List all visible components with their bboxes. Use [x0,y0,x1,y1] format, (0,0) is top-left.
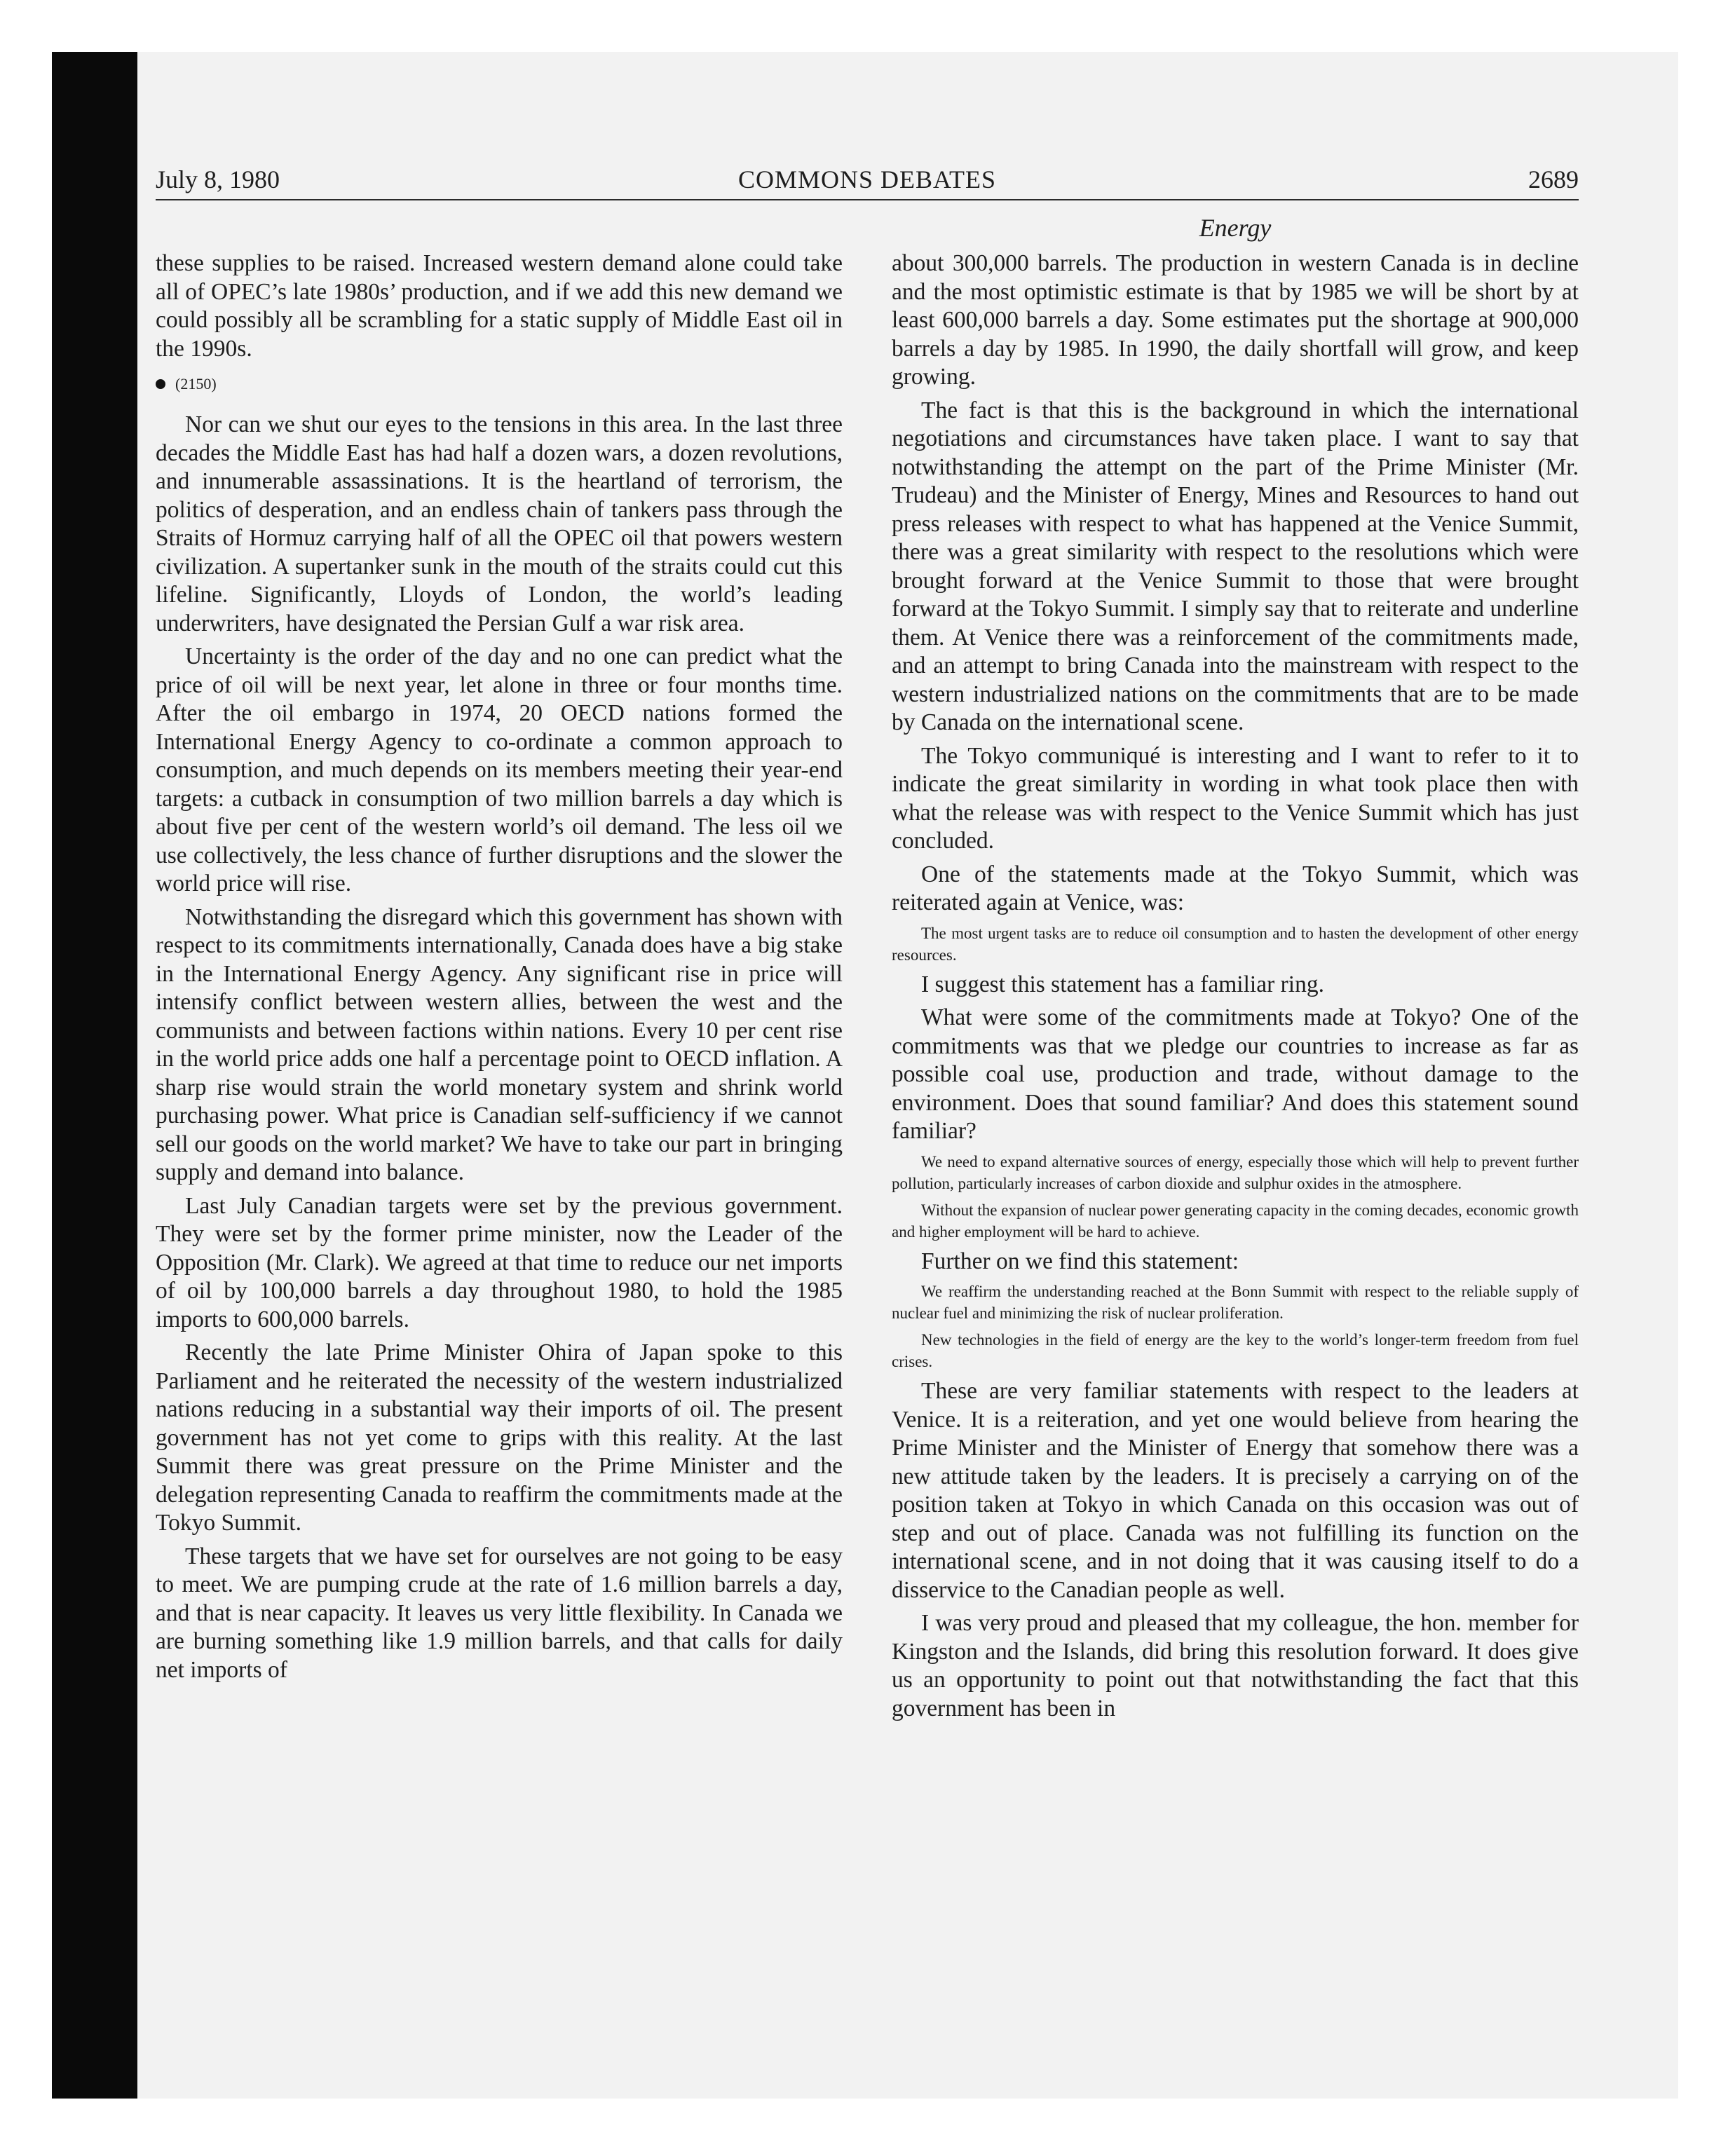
time-marker [156,370,843,398]
bullet-icon [156,379,165,389]
paragraph: These targets that we have set for ourselves are not going to be easy to meet. We are pumping crude at the rate of 1.6 million barrels a day, and that is near capacity. It leaves us very little flexibility. In Canada we are burning something like 1.9 million barrels, and that calls for daily net imports of [156,1543,843,1683]
paragraph: One of the statements made at the Tokyo Summit, which was reiterated again at Venice, was: [892,861,1579,915]
paragraph: The fact is that this is the background in which the international negotiations and circumstances have taken place. I want to say that notwithstanding the attempt on the part of the Prime Minister (Mr. Trudeau) and the Minister of Energy, Mines and Resources to hand out press releases with respect to what has happened at the Venice Summit, there was a great similarity with respect to the resolutions which were brought forward at the Venice Summit to those that were brought forward at the Tokyo Summit. I simply say that to reiterate and underline them. At Venice there was a reinforcement of the commitments made, and an attempt to bring Canada into the mainstream with respect to the western industrialized nations on the commitments that are to be made by Canada on the international scene. [892,397,1579,735]
paragraph: Recently the late Prime Minister Ohira of Japan spoke to this Parliament and he reiterated the necessity of the western industrialized nations reducing in a substantial way their imports of oil. The present government has not yet come to grips with this reality. At the last Summit there was great pressure on the Prime Minister and the delegation representing Canada to reaffirm the commitments made at the Tokyo Summit. [156,1339,843,1536]
paragraph: Uncertainty is the order of the day and no one can predict what the price of oil will be next year, let alone in three or four months time. After the oil embargo in 1974, 20 OECD nations formed the International Energy Agency to co-ordinate a common approach to consumption, and much depends on its members meeting their year-end targets: a cutback in consumption of two million barrels a day which is about five per cent of the western world’s oil demand. The less oil we use collectively, the less chance of further disruptions and the slower the world price will rise. [156,643,843,896]
header-publication: COMMONS DEBATES [737,165,997,193]
left-column [156,250,843,1689]
paragraph: I was very proud and pleased that my colleague, the hon. member for Kingston and the Islands, did bring this resolution forward. It does give us an opportunity to point out that notwithstanding the fact that this government has been in [892,1610,1579,1721]
time-marker-label: (2150) [175,375,217,393]
paragraph: The Tokyo communiqué is interesting and I want to refer to it to indicate the great similarity in wording in what took place then with what the release was with respect to the Venice Summit which has just concluded. [892,742,1579,854]
header-date: July 8, 1980 [156,165,280,193]
subject-heading: Energy [1199,214,1272,242]
paragraph: I suggest this statement has a familiar ring. [921,971,1324,997]
page-header [156,160,1579,200]
paragraph: These are very familiar statements with respect to the leaders at Venice. It is a reiteration, and yet one would believe from hearing the Prime Minister and the Minister of Energy that somehow there was a new attitude taken by the leaders. It is precisely a carrying on of the position taken at Tokyo in which Canada on this occasion was out of step and out of place. Canada was not fulfilling its function on the international scene, and in not doing that it was causing itself to do a disservice to the Canadian people as well. [892,1378,1579,1603]
paragraph: Further on we find this statement: [921,1248,1239,1274]
header-page-number: 2689 [1528,165,1579,193]
paragraph: these supplies to be raised. Increased western demand alone could take all of OPEC’s late 1980s’ production, and if we add this new demand we could possibly all be scrambling for a static supply of Middle East oil in the 1990s. [156,250,843,362]
block-quote: New technologies in the field of energy are the key to the world’s longer-term freedom from fuel crises. [892,1331,1579,1370]
block-quote: We need to expand alternative sources of energy, especially those which will help to prevent further pollution, particularly increases of carbon dioxide and sulphur oxides in the atmosphere. [892,1152,1579,1192]
paragraph: Nor can we shut our eyes to the tensions in this area. In the last three decades the Middle East has had half a dozen wars, a dozen revolutions, and innumerable assassinations. It is the heartland of terrorism, the politics of desperation, and an endless chain of tankers pass through the Straits of Hormuz carrying half of all the OPEC oil that powers western civilization. A supertanker sunk in the mouth of the straits could cut this lifeline. Significantly, Lloyds of London, the world’s leading underwriters, have designated the Persian Gulf a war risk area. [156,411,843,636]
paragraph: What were some of the commitments made at Tokyo? One of the commitments was that we pledge our countries to increase as far as possible coal use, production and trade, without damage to the environment. Does that sound familiar? And does this statement sound familiar? [892,1004,1579,1144]
right-column [892,250,1579,1728]
paragraph: Notwithstanding the disregard which this government has shown with respect to its commitments internationally, Canada does have a big stake in the International Energy Agency. Any significant rise in price will intensify conflict between western allies, between the west and the communists and between factions within nations. Every 10 per cent rise in the world price adds one half a percentage point to OECD inflation. A sharp rise would strain the world monetary system and shrink world purchasing power. What price is Canadian self-sufficiency if we cannot sell our goods on the world market? We have to take our part in bringing supply and demand into balance. [156,903,843,1185]
paragraph: about 300,000 barrels. The production in western Canada is in decline and the most optimistic estimate is that by 1985 we will be short by at least 600,000 barrels a day. Some estimates put the shortage at 900,000 barrels a day by 1985. In 1990, the daily shortfall will grow, and keep growing. [892,250,1579,390]
block-quote: Without the expansion of nuclear power generating capacity in the coming decades, economic growth and higher employment will be hard to achieve. [892,1201,1579,1241]
paragraph: Last July Canadian targets were set by the previous government. They were set by the former prime minister, now the Leader of the Opposition (Mr. Clark). We agreed at that time to reduce our net imports of oil by 100,000 barrels a day throughout 1980, to hold the 1985 imports to 600,000 barrels. [156,1192,843,1332]
block-quote: We reaffirm the understanding reached at the Bonn Summit with respect to the reliable supply of nuclear fuel and minimizing the risk of nuclear proliferation. [892,1283,1579,1322]
block-quote: The most urgent tasks are to reduce oil consumption and to hasten the development of other energy resources. [892,924,1579,964]
binding-edge [52,52,137,2099]
